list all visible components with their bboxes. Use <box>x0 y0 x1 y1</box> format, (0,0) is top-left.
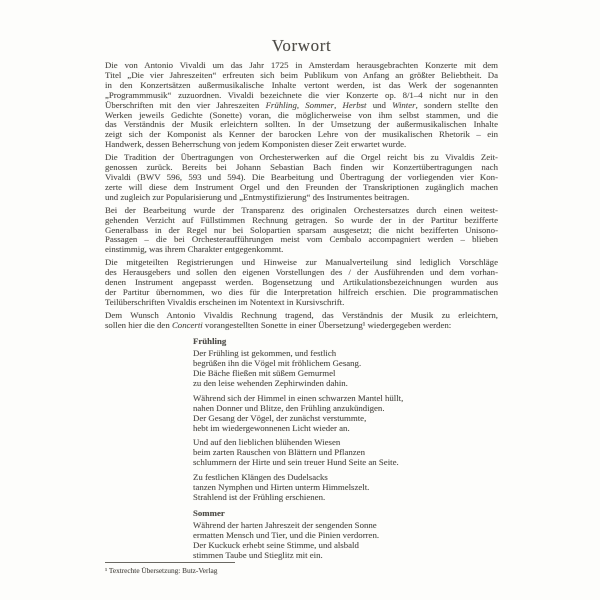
paragraph-line: sollen hier die den Concerti vorangestellten Sonette in einer Übersetzung¹ wiedergegeben werden: <box>105 319 452 330</box>
poem-stanza <box>193 348 493 388</box>
paragraph-line: Titel „Die vier Jahreszeiten“ erfreuten sich beim Publikum von Anfang an größter Beliebtheit. Da <box>105 69 498 80</box>
paragraph-line: Teilüberschriften Vivaldis erscheinen im Notentext in Kursivschrift. <box>105 296 345 307</box>
poem-heading: Frühling <box>193 336 227 346</box>
paragraph-line: zeigt sich der Komponist als Kenner der barocken Lehre von der musikalischen Rhetorik – ein <box>105 129 498 140</box>
poem-heading: Sommer <box>193 507 225 518</box>
poem-line: zu den leise wehenden Zephirwinden dahin. <box>193 378 348 388</box>
paragraph <box>105 206 498 256</box>
paragraph <box>105 61 498 150</box>
poem-line: beim zarten Rauschen von Blättern und Pflanzen <box>193 447 365 457</box>
paragraph-line: Die mitgeteilten Registrierungen und Hinweise zur Manualverteilung sind lediglich Vorschläge <box>105 257 498 268</box>
poem-stanza <box>193 437 493 467</box>
footnote-text: ¹ Textrechte Übersetzung: Butz-Verlag <box>105 566 218 575</box>
poem-line: Der Gesang der Vögel, der zunächst verstummte, <box>193 412 367 423</box>
paragraph <box>105 153 498 203</box>
paragraph-line: das Verständnis der Musik erleichtern sollten. In der Umsetzung der außermusikalischen Inhalte <box>105 119 498 130</box>
paragraph-line: der Partitur übernommen, wo dies für die Interpretation hilfreich erschien. Die programmatischen <box>105 286 498 297</box>
poem-line: ermatten Mensch und Tier, und die Pinien verdorren. <box>193 529 380 540</box>
paragraph-line: Die Tradition der Übertragungen von Orchesterwerken auf die Orgel reicht bis zu Vivaldis Zeit- <box>105 152 498 163</box>
paragraph-line: des Herausgebers und sollen den eigenen Vorstellungen des / der Ausführenden und dem vorhan- <box>105 267 498 278</box>
page-title: Vorwort <box>271 36 332 55</box>
paragraph-line: denen Instrument angepasst werden. Bogensetzung und Artikulationsbezeichnungen wurden aus <box>105 277 498 288</box>
paragraph <box>105 258 498 308</box>
poem-line: Während der harten Jahreszeit der sengenden Sonne <box>193 519 377 530</box>
poem-line: schlummern der Hirte und sein treuer Hund Seite an Seite. <box>193 457 399 467</box>
paragraph-line: „Programmmusik“ zuzuordnen. Vivaldi bezeichnete die vier Konzerte op. 8/1–4 nicht nur in den <box>105 89 498 100</box>
paragraph-line: Bei der Bearbeitung wurde der Transparenz des originalen Orchestersatzes durch einen weitest- <box>105 204 498 215</box>
footnote-block <box>105 562 498 575</box>
paragraph-line: in den Konzertsätzen außermusikalische Inhalte vertont werden, ist das Werk der sogenannten <box>105 79 498 90</box>
paragraph-line: Passagen – die bei Orchesteraufführungen meist vom Cembalo accompagniert werden – blieben <box>105 234 498 245</box>
paragraph-line: einstimmig, was ihrem Charakter entgegenkommt. <box>105 244 284 255</box>
poem-line: Und auf den lieblichen blühenden Wiesen <box>193 437 341 447</box>
poem-stanza <box>193 393 493 433</box>
poem-line: Der Kuckuck erhebt seine Stimme, und alsbald <box>193 539 359 550</box>
paragraph-line: zerte will diese dem Instrument Orgel und den Freunden der Transkriptionen zugänglich machen <box>105 181 498 192</box>
poem-line: Während sich der Himmel in einen schwarzen Mantel hüllt, <box>193 392 404 403</box>
poem-section <box>193 336 493 502</box>
preface-body <box>105 61 498 334</box>
paragraph-line: Handwerk, dessen Beherrschung von jedem Komponisten dieser Zeit erwartet wurde. <box>105 139 407 150</box>
poem-line: Zu festlichen Klängen des Dudelsacks <box>193 471 328 482</box>
paragraph-line: Werken jeweils Gedichte (Sonette) voran, die möglicherweise von ihm selbst stammen, und die <box>105 109 498 120</box>
poem-line: begrüßen ihn die Vögel mit fröhlichem Gesang. <box>193 358 362 368</box>
paragraph-line: Dem Wunsch Antonio Vivaldis Rechnung tragend, das Verständnis der Musik zu erleichtern, <box>105 309 498 320</box>
poem-line: tanzen Nymphen und Hirten unterm Himmelszelt. <box>193 481 370 492</box>
paragraph-line: und zugleich zur Popularisierung und „Entmystifizierung“ des Instrumentes beitragen. <box>105 191 410 202</box>
poem-line: Die Bäche fließen mit süßem Gemurmel <box>193 368 336 378</box>
poem-stanza <box>193 520 493 560</box>
poem-stanza <box>193 472 493 502</box>
poem-line: nahen Donner und Blitze, den Frühling anzukündigen. <box>193 402 385 413</box>
paragraph-line: genossen zurück. Bereits bei Johann Sebastian Bach finden wir Konzertübertragungen nach <box>105 162 498 173</box>
poem-line: Strahlend ist der Frühling erschienen. <box>193 491 326 502</box>
poem-line: hebt im wiedergewonnenen Licht wieder an. <box>193 422 350 433</box>
paragraph-line: gehenden Verzicht auf Füllstimmen Rechnung getragen. So wurde der in der Partitur bezifferte <box>105 214 498 225</box>
paragraph-line: Die von Antonio Vivaldi um das Jahr 1725 in Amsterdam herausgebrachten Konzerte mit dem <box>105 60 498 70</box>
paragraph-line: Generalbass in der Regel nur bei Solopartien sparsam ausgesetzt; die nicht bezifferten Unisono- <box>105 224 498 235</box>
paragraph-line: Überschriften mit den vier Jahreszeiten Frühling, Sommer, Herbst und Winter, sondern stellte den <box>105 99 499 110</box>
poem-line: Der Frühling ist gekommen, und festlich <box>193 348 337 358</box>
paragraph-line: Vivaldi (BWV 596, 593 und 594). Die Bearbeitung und Übertragung der vorliegenden vier Kon- <box>105 171 498 182</box>
poem-line: stimmen Taube und Stieglitz mit ein. <box>193 549 323 560</box>
sonnet-translations <box>193 336 493 564</box>
paragraph <box>105 311 498 331</box>
poem-section <box>193 508 493 560</box>
footnote-rule <box>105 562 235 563</box>
